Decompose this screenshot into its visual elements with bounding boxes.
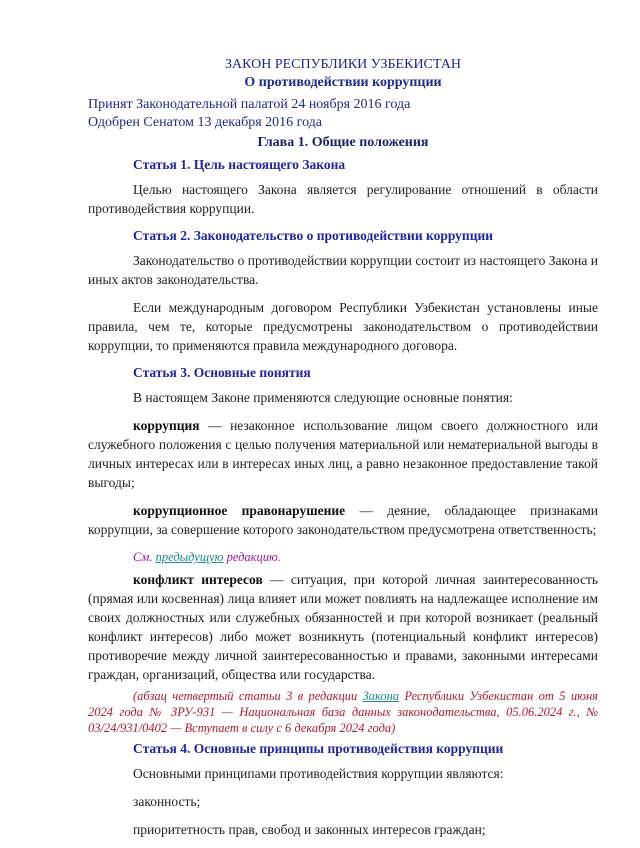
definition-corruption xyxy=(88,416,598,492)
definition-conflict-of-interest xyxy=(88,570,598,684)
article-1-paragraph: Целью настоящего Закона является регулирование отношений в области противодействия коррупции. xyxy=(88,182,598,216)
article-4-title: Статья 4. Основные принципы противодействия коррупции xyxy=(133,741,504,756)
article-4-intro: Основными принципами противодействия коррупции являются: xyxy=(133,766,504,781)
term: конфликт интересов xyxy=(133,572,263,587)
law-title: ЗАКОН РЕСПУБЛИКИ УЗБЕКИСТАН xyxy=(225,57,461,72)
article-3-intro: В настоящем Законе применяются следующие основные понятия: xyxy=(133,390,513,405)
previous-edition-note: См. предыдущую редакцию. xyxy=(133,550,281,564)
chapter-title: Глава 1. Общие положения xyxy=(257,135,429,150)
term: коррупционное правонарушение xyxy=(133,503,346,518)
definition: — незаконное использование лицом своего должностного или служебного положения с целью получения материальной или нематериальной выгоды в личных интересах или в интересах иных лиц, а равно незаконное предоставление такой выгоды; xyxy=(88,418,598,490)
document-page xyxy=(88,56,598,848)
approved-date: Одобрен Сенатом 13 декабря 2016 года xyxy=(88,115,323,130)
definition: — ситуация, при которой личная заинтересованность (прямая или косвенная) лица влияет или может повлиять на надлежащее исполнение им своих должностных или служебных обязанностей и при которой возникает (реальный конфликт интересов) либо может возникнуть (потенциальный конфликт интересов) противоречие между личной заинтересованностью и правами, законными интересами граждан, организаций, общества или государства. xyxy=(88,572,599,682)
article-1-title: Статья 1. Цель настоящего Закона xyxy=(133,157,346,172)
article-2-paragraph-1: Законодательство о противодействии коррупции состоит из настоящего Закона и иных актов законодательства. xyxy=(88,253,598,287)
definition: — деяние, обладающее признаками коррупции, за совершение которого законодательством предусмотрена ответственность; xyxy=(88,503,598,537)
principle-item: законность; xyxy=(133,794,201,809)
previous-edition-link[interactable]: предыдущую xyxy=(155,550,224,564)
amendment-note: (абзац четвертый статьи 3 в редакции Закона Республики Узбекистан от 5 июня 2024 года № ЗРУ-931 — Национальная база данных законодательства, 05.06.2024 г., № 03/24/931/0402 — Вступает в силу с 6 декабря 2024 года) xyxy=(88,689,598,735)
adopted-date: Принят Законодательной палатой 24 ноября 2016 года xyxy=(88,97,411,112)
article-2-paragraph-2: Если международным договором Республики Узбекистан установлены иные правила, чем те, которые предусмотрены законодательством о противодействии коррупции, то применяются правила международного договора. xyxy=(88,300,598,353)
principle-item: приоритетность прав, свобод и законных интересов граждан; xyxy=(133,822,486,837)
definition-corruption-offense xyxy=(88,501,598,539)
term: коррупция xyxy=(133,418,200,433)
article-2-title: Статья 2. Законодательство о противодействии коррупции xyxy=(133,228,494,243)
article-3-title: Статья 3. Основные понятия xyxy=(133,365,311,380)
law-subtitle: О противодействии коррупции xyxy=(244,75,442,90)
law-link[interactable]: Закона xyxy=(362,689,400,703)
